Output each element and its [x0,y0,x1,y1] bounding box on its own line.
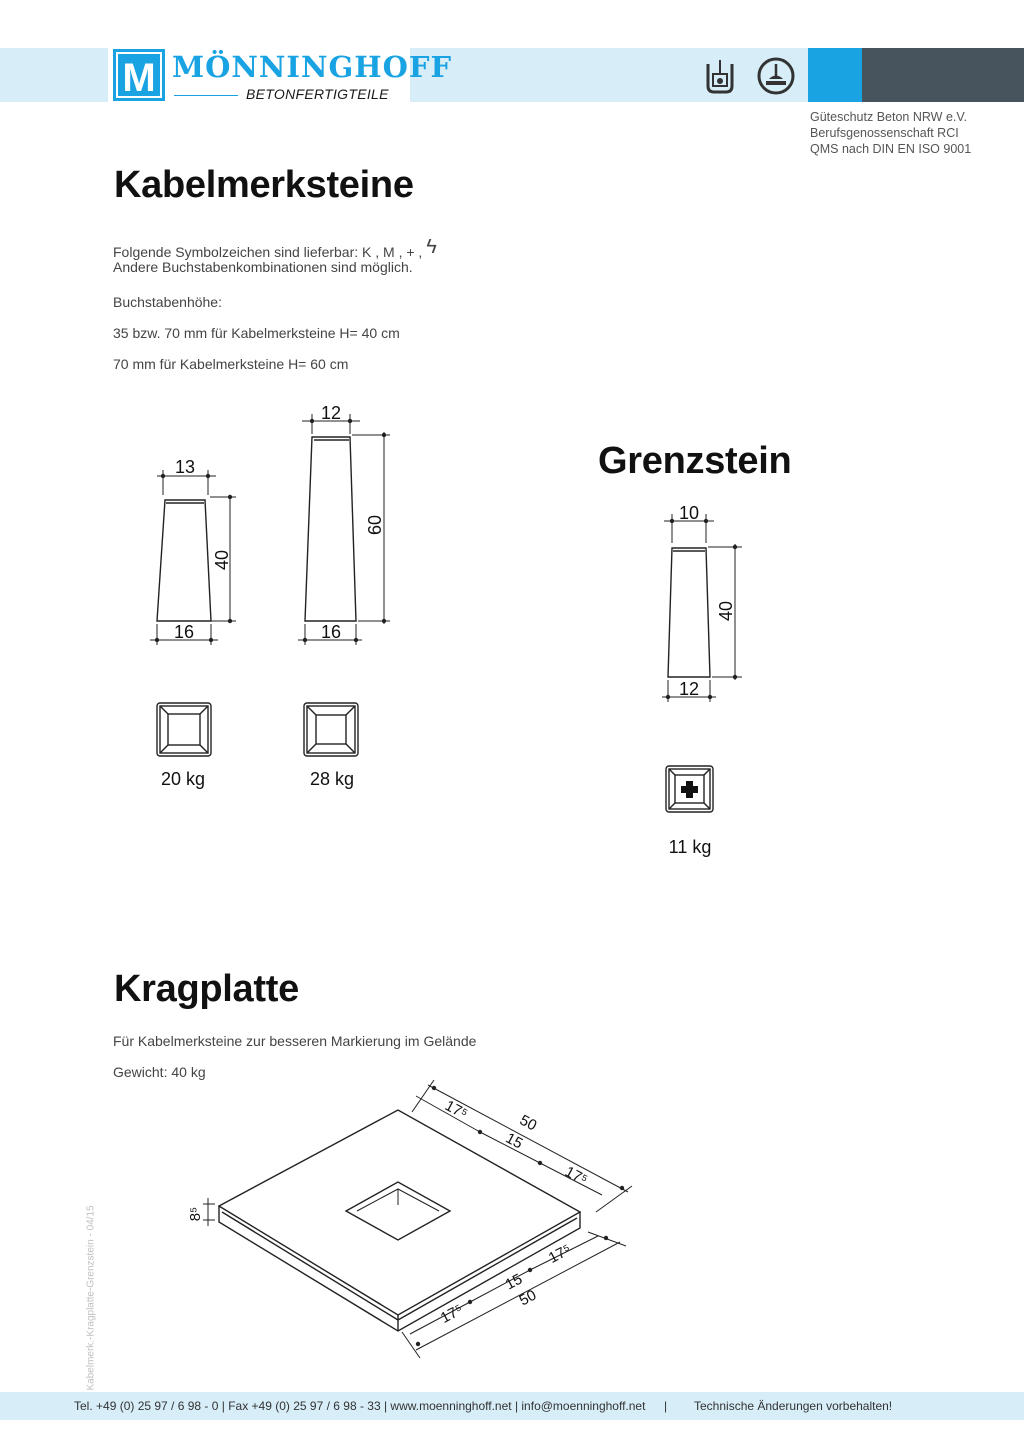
kragplatte-weight: Gewicht: 40 kg [113,1064,206,1080]
letter-height-60: 70 mm für Kabelmerksteine H= 60 cm [113,356,349,372]
grenzstein-title: Grenzstein [598,440,792,482]
grenzstein-bottom-dim: 12 [678,679,700,699]
kragplatte-edge-dim: 17⁵ [545,1241,574,1267]
kragplatte-total-dim: 50 [516,1286,540,1310]
stone-60-weight: 28 kg [309,769,355,789]
brand-subtitle: BETONFERTIGTEILE [246,86,389,102]
stone-40-top-dim: 13 [174,457,196,477]
footer-disclaimer: Technische Änderungen vorbehalten! [694,1399,893,1413]
footer-contact: Tel. +49 (0) 25 97 / 6 98 - 0 | Fax +49 (0) 25 97 / 6 98 - 33 | www.moenninghoff.net | info@moenninghoff.net [74,1399,646,1413]
grenzstein-top-dim: 10 [678,503,700,523]
stone-40-height-dim: 40 [212,549,232,571]
lightning-symbol: ϟ [426,236,437,258]
logo-letter: M [122,56,156,100]
kragplatte-drawing [203,1080,632,1358]
stone-40-top-view [157,703,211,756]
certification-item: Berufsgenossenschaft RCI [810,126,959,140]
kragplatte-edge-dim: 17⁵ [562,1163,591,1189]
footer-separator: | [664,1399,668,1413]
stone-40-bottom-dim: 16 [173,622,195,642]
brand-name: MÖNNINGHOFF [172,50,453,84]
cross-symbol-icon [681,781,698,798]
grenzstein-weight: 11 kg [668,837,712,857]
kragplatte-description: Für Kabelmerksteine zur besseren Markierung im Gelände [113,1033,477,1049]
kragplatte-hole-dim: 15 [502,1129,526,1153]
stone-40-weight: 20 kg [160,769,206,789]
kragplatte-edge-dim: 17⁵ [442,1097,471,1123]
kragplatte-thickness-dim: 8⁵ [187,1206,204,1222]
symbols-line: Folgende Symbolzeichen sind lieferbar: K , M , + , [113,244,423,260]
grenzstein-height-dim: 40 [716,600,736,622]
certification-item: QMS nach DIN EN ISO 9001 [810,142,972,156]
letter-height-label: Buchstabenhöhe: [113,294,222,310]
document-reference: Kabelmerk.-Kragplatte-Grenzstein - 04/15 [85,1205,97,1391]
letter-height-40: 35 bzw. 70 mm für Kabelmerksteine H= 40 cm [113,325,400,341]
kragplatte-hole-dim: 15 [502,1270,526,1294]
stone-60-height-dim: 60 [365,514,385,536]
kabelmerksteine-title: Kabelmerksteine [114,164,414,206]
kragplatte-edge-dim: 17⁵ [437,1301,466,1327]
stone-60-bottom-dim: 16 [320,622,342,642]
certification-item: Güteschutz Beton NRW e.V. [810,110,968,124]
kragplatte-total-dim: 50 [516,1111,540,1135]
combinations-text: Andere Buchstabenkombinationen sind möglich. [113,259,413,275]
stone-60-top-view [304,703,358,756]
stone-60-top-dim: 12 [320,403,342,423]
kragplatte-title: Kragplatte [114,968,299,1010]
